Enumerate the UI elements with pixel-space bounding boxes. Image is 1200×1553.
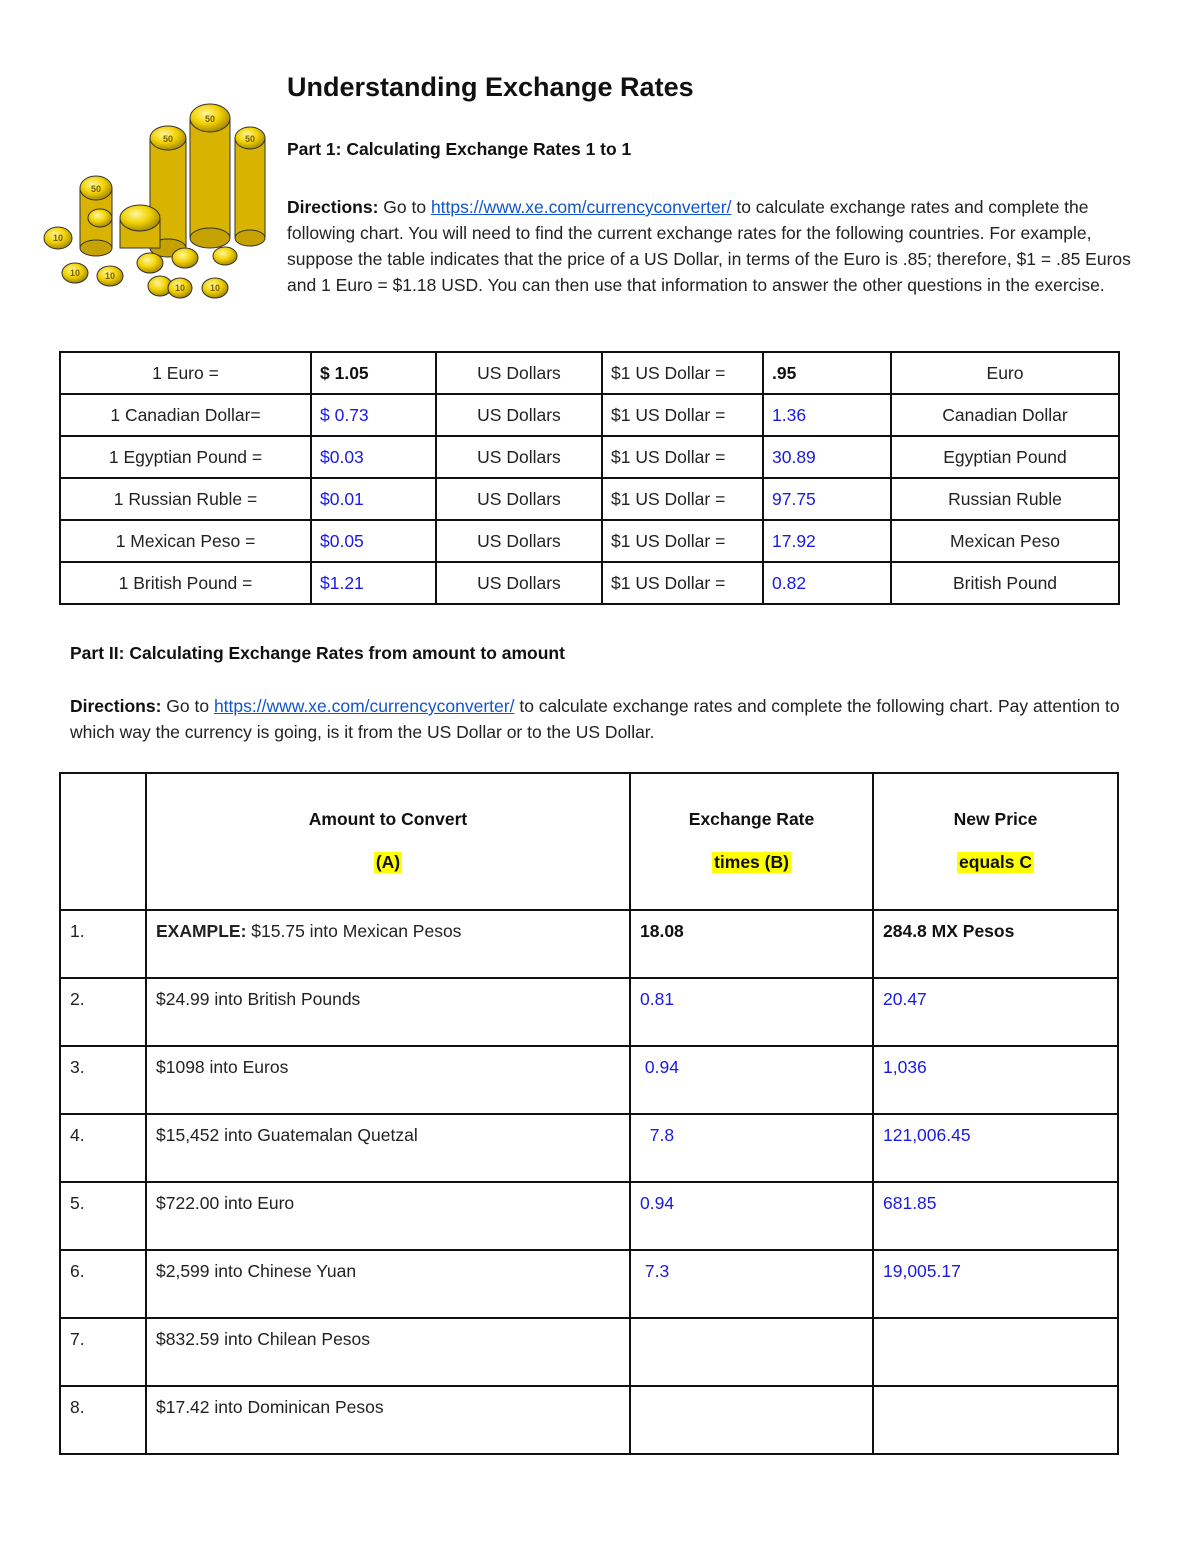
exchange-rate-cell: 0.81 (630, 978, 873, 1046)
amount-text: $1098 into Euros (156, 1057, 289, 1077)
table-row (60, 562, 1119, 604)
example-label: EXAMPLE: (156, 921, 247, 941)
header-cell-rate (630, 773, 873, 910)
table-row (60, 1318, 1118, 1386)
directions-text: to calculate exchange rates and complete the following chart. Pay attention to which way the currency is going, is it from the US Dollar or to the US Dollar. (70, 696, 1120, 742)
exchange-rate-table (59, 351, 1120, 605)
rate-value-cell: 30.89 (763, 436, 891, 478)
one-usd-cell: $1 US Dollar = (602, 562, 763, 604)
table-row (60, 1046, 1118, 1114)
usd-value-cell: $0.03 (311, 436, 436, 478)
coin-stack (190, 104, 230, 248)
usd-label-cell: US Dollars (436, 394, 602, 436)
from-cell: 1 Canadian Dollar= (60, 394, 311, 436)
exchange-rate-cell: 7.3 (630, 1250, 873, 1318)
coin-label: 50 (90, 184, 102, 194)
table-row (60, 1386, 1118, 1454)
rate-value-cell: .95 (763, 352, 891, 394)
usd-value-cell: $ 1.05 (311, 352, 436, 394)
coin-label: 50 (162, 134, 174, 144)
amount-cell (146, 1386, 630, 1454)
header-cell-number (60, 773, 146, 910)
from-cell: 1 British Pound = (60, 562, 311, 604)
one-usd-cell: $1 US Dollar = (602, 394, 763, 436)
amount-cell (146, 1250, 630, 1318)
amount-text: $17.42 into Dominican Pesos (156, 1397, 384, 1417)
new-price-cell: 681.85 (873, 1182, 1118, 1250)
from-cell: 1 Egyptian Pound = (60, 436, 311, 478)
header-cell-amount (146, 773, 630, 910)
directions-label: Directions: (287, 197, 379, 217)
new-price-cell: 19,005.17 (873, 1250, 1118, 1318)
page-title: Understanding Exchange Rates (287, 72, 694, 102)
amount-text: $2,599 into Chinese Yuan (156, 1261, 357, 1281)
header-rate-tag: times (B) (714, 852, 789, 872)
coin-label: 10 (174, 283, 186, 293)
coin-label: 10 (209, 283, 221, 293)
table-row (60, 1182, 1118, 1250)
part2-directions (70, 693, 1130, 745)
exchange-rate-cell (630, 1386, 873, 1454)
conversion-table (59, 772, 1119, 1455)
amount-cell (146, 1046, 630, 1114)
currency-cell: Egyptian Pound (891, 436, 1119, 478)
one-usd-cell: $1 US Dollar = (602, 436, 763, 478)
usd-label-cell: US Dollars (436, 520, 602, 562)
row-number: 6. (60, 1250, 146, 1318)
header-rate: Exchange Rate (688, 809, 815, 829)
directions-text: to calculate exchange rates and complete the following chart. You will need to find the current exchange rates for the following countries. For example, suppose the table indicates that the price of a US Dollar, in terms of the Euro is .85; therefore, $1 = .85 Euros and 1 Euro = $1.18 USD. You can then use that information to answer the other questions in the exercise. (287, 197, 1131, 295)
new-price-cell: 284.8 MX Pesos (873, 910, 1118, 978)
coin-stack (235, 127, 265, 246)
usd-value-cell: $ 0.73 (311, 394, 436, 436)
directions-text: Go to (161, 696, 214, 716)
new-price-cell: 121,006.45 (873, 1114, 1118, 1182)
rate-value-cell: 17.92 (763, 520, 891, 562)
from-cell: 1 Russian Ruble = (60, 478, 311, 520)
table-row (60, 978, 1118, 1046)
usd-label-cell: US Dollars (436, 352, 602, 394)
gold-coins-illustration (40, 78, 272, 310)
row-number: 4. (60, 1114, 146, 1182)
new-price-cell: 20.47 (873, 978, 1118, 1046)
header-price-tag: equals C (959, 852, 1032, 872)
exchange-rate-cell: 7.8 (630, 1114, 873, 1182)
usd-value-cell: $1.21 (311, 562, 436, 604)
table-row (60, 1114, 1118, 1182)
one-usd-cell: $1 US Dollar = (602, 478, 763, 520)
one-usd-cell: $1 US Dollar = (602, 520, 763, 562)
directions-label: Directions: (70, 696, 162, 716)
one-usd-cell: $1 US Dollar = (602, 352, 763, 394)
amount-text: $722.00 into Euro (156, 1193, 295, 1213)
usd-value-cell: $0.05 (311, 520, 436, 562)
amount-text: $15,452 into Guatemalan Quetzal (156, 1125, 418, 1145)
table-row (60, 1250, 1118, 1318)
row-number: 7. (60, 1318, 146, 1386)
usd-value-cell: $0.01 (311, 478, 436, 520)
from-cell: 1 Euro = (60, 352, 311, 394)
amount-cell (146, 1182, 630, 1250)
new-price-cell (873, 1386, 1118, 1454)
amount-cell (146, 910, 630, 978)
header-amount: Amount to Convert (308, 809, 468, 829)
row-number: 5. (60, 1182, 146, 1250)
part2-heading: Part II: Calculating Exchange Rates from amount to amount (70, 643, 565, 663)
usd-label-cell: US Dollars (436, 436, 602, 478)
currency-cell: Mexican Peso (891, 520, 1119, 562)
header-price: New Price (953, 809, 1038, 829)
coin-label: 10 (104, 271, 116, 281)
amount-text: $15.75 into Mexican Pesos (246, 921, 462, 941)
table-row (60, 394, 1119, 436)
amount-cell (146, 1318, 630, 1386)
coin-label: 10 (69, 268, 81, 278)
currency-cell: Canadian Dollar (891, 394, 1119, 436)
xe-converter-link[interactable]: https://www.xe.com/currencyconverter/ (430, 197, 732, 217)
currency-cell: Russian Ruble (891, 478, 1119, 520)
rate-value-cell: 0.82 (763, 562, 891, 604)
part1-directions (287, 194, 1137, 298)
amount-cell (146, 1114, 630, 1182)
new-price-cell: 1,036 (873, 1046, 1118, 1114)
exchange-rate-cell: 0.94 (630, 1182, 873, 1250)
usd-label-cell: US Dollars (436, 478, 602, 520)
row-number: 3. (60, 1046, 146, 1114)
header-amount-tag: (A) (375, 852, 401, 872)
coin-label: 10 (52, 233, 64, 243)
coin-label: 50 (244, 134, 256, 144)
table-row (60, 352, 1119, 394)
table-row (60, 910, 1118, 978)
new-price-cell (873, 1318, 1118, 1386)
amount-cell (146, 978, 630, 1046)
from-cell: 1 Mexican Peso = (60, 520, 311, 562)
exchange-rate-cell: 18.08 (630, 910, 873, 978)
table-header-row (60, 773, 1118, 910)
directions-text: Go to (378, 197, 431, 217)
currency-cell: Euro (891, 352, 1119, 394)
part1-heading: Part 1: Calculating Exchange Rates 1 to 1 (287, 139, 632, 159)
usd-label-cell: US Dollars (436, 562, 602, 604)
amount-text: $832.59 into Chilean Pesos (156, 1329, 371, 1349)
xe-converter-link[interactable]: https://www.xe.com/currencyconverter/ (213, 696, 515, 716)
row-number: 2. (60, 978, 146, 1046)
exchange-rate-cell (630, 1318, 873, 1386)
row-number: 1. (60, 910, 146, 978)
rate-value-cell: 1.36 (763, 394, 891, 436)
exchange-rate-cell: 0.94 (630, 1046, 873, 1114)
table-row (60, 520, 1119, 562)
table-row (60, 436, 1119, 478)
currency-cell: British Pound (891, 562, 1119, 604)
coin-stack (120, 205, 160, 248)
table-row (60, 478, 1119, 520)
header-cell-price (873, 773, 1118, 910)
amount-text: $24.99 into British Pounds (156, 989, 361, 1009)
coin-label: 50 (204, 114, 216, 124)
row-number: 8. (60, 1386, 146, 1454)
rate-value-cell: 97.75 (763, 478, 891, 520)
